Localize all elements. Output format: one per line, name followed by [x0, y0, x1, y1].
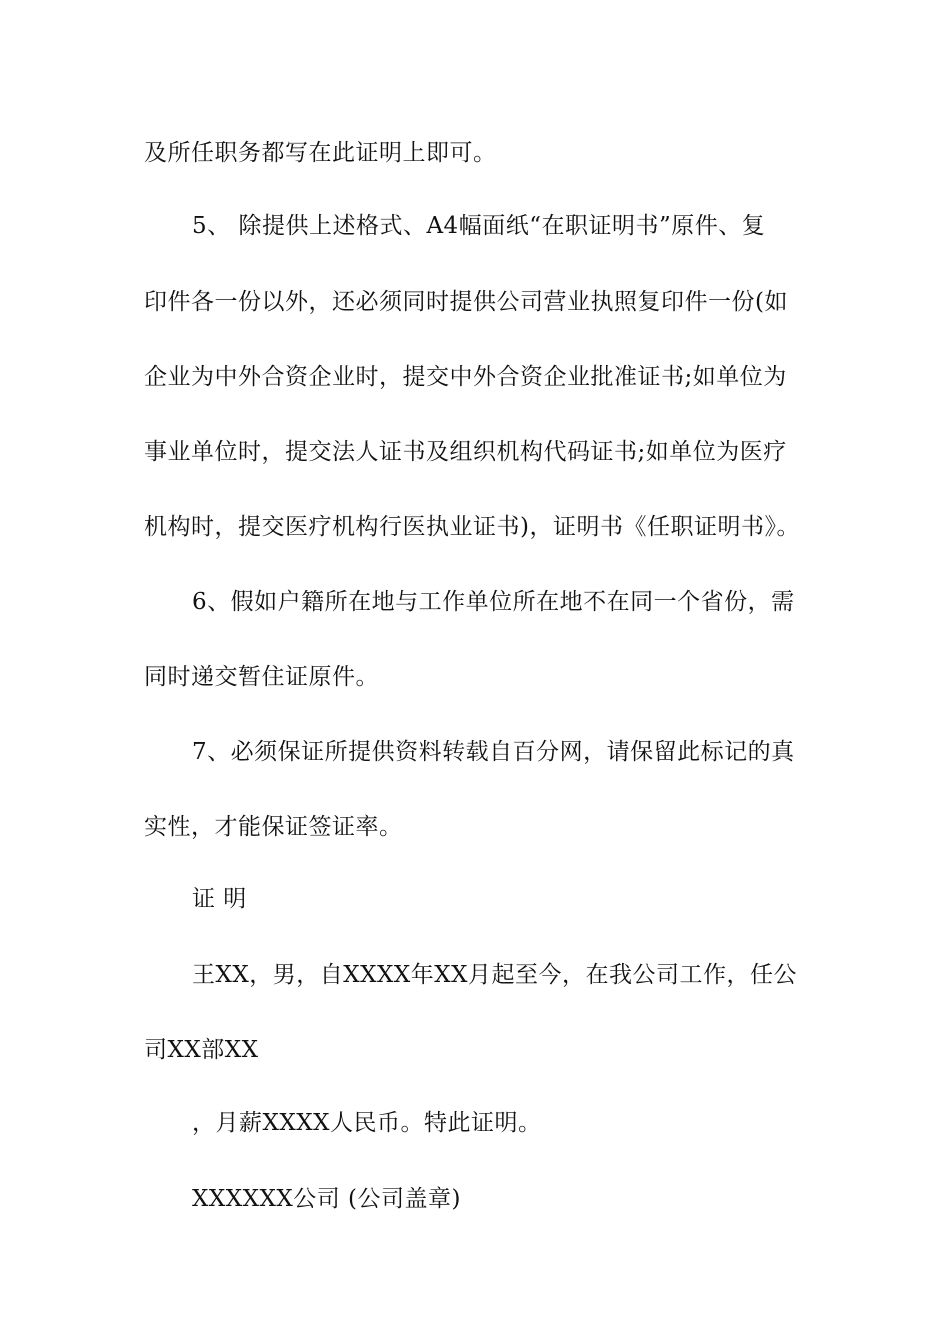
certificate-heading: 证 明 [192, 886, 247, 912]
item-6-line-1: 6、假如户籍所在地与工作单位所在地不在同一个省份，需 [192, 589, 795, 615]
company-signature: XXXXXX公司 (公司盖章) [192, 1186, 462, 1212]
item-5-line-5: 机构时，提交医疗机构行医执业证书)，证明书《任职证明书》。 [144, 514, 800, 540]
item-5-line-3: 企业为中外合资企业时，提交中外合资企业批准证书;如单位为 [144, 364, 787, 390]
item-6-line-2: 同时递交暂住证原件。 [144, 664, 379, 690]
certificate-body-line-3: ，月薪XXXX人民币。特此证明。 [192, 1110, 542, 1136]
item-5-line-2: 印件各一份以外，还必须同时提供公司营业执照复印件一份(如 [144, 289, 788, 315]
text-line-1: 及所任职务都写在此证明上即可。 [144, 140, 497, 166]
item-7-line-2: 实性，才能保证签证率。 [144, 814, 403, 840]
item-7-line-1: 7、必须保证所提供资料转载自百分网，请保留此标记的真 [192, 739, 795, 765]
certificate-body-line-1: 王XX，男，自XXXX年XX月起至今，在我公司工作，任公 [192, 962, 797, 988]
certificate-body-line-2: 司XX部XX [144, 1037, 259, 1063]
item-5-line-4: 事业单位时，提交法人证书及组织机构代码证书;如单位为医疗 [144, 439, 787, 465]
item-5-line-1: 5、 除提供上述格式、A4幅面纸“在职证明书”原件、复 [192, 213, 766, 239]
